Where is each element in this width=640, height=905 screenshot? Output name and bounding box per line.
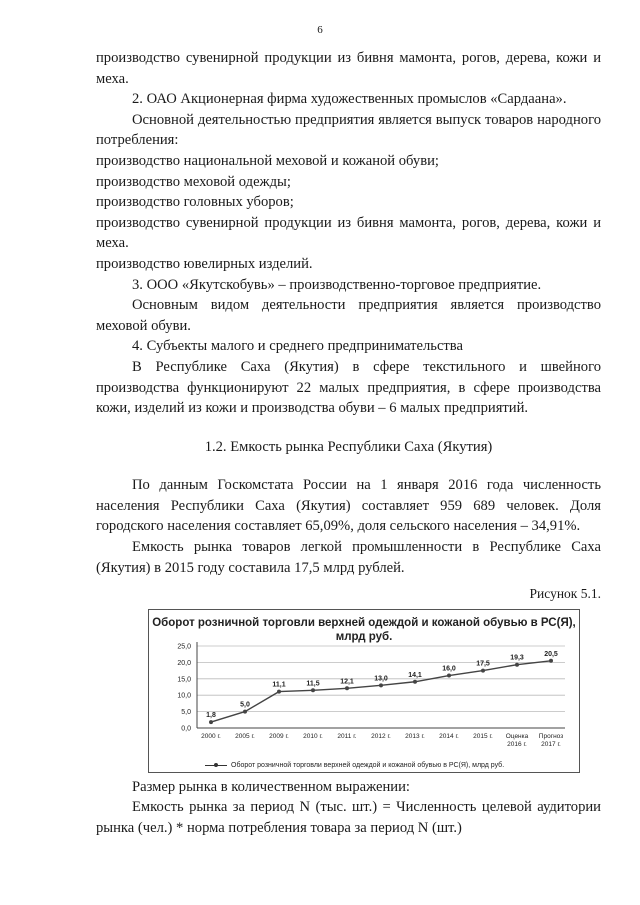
list-item: производство ювелирных изделий. — [96, 255, 313, 272]
data-label: 12,1 — [340, 678, 354, 686]
data-point — [277, 689, 281, 693]
document-body — [96, 48, 601, 839]
x-tick-label: 2014 г. — [439, 732, 459, 740]
legend-line-marker — [205, 765, 227, 766]
x-tick-label: 2009 г. — [269, 732, 289, 740]
list-item: производство меховой одежды; — [96, 173, 291, 190]
y-tick-label: 5,0 — [181, 708, 191, 716]
data-point — [447, 673, 451, 677]
x-tick-label: 2013 г. — [405, 732, 425, 740]
x-tick-label: 2011 г. — [337, 732, 357, 740]
chart-legend — [205, 756, 504, 777]
paragraph: 4. Субъекты малого и среднего предпринимательства — [132, 338, 463, 355]
data-point — [515, 663, 519, 667]
x-tick-label: 2017 г. — [541, 740, 561, 748]
data-label: 11,1 — [272, 681, 286, 689]
data-label: 13,0 — [374, 675, 388, 683]
y-tick-label: 0,0 — [181, 725, 191, 733]
section-heading: 1.2. Емкость рынка Республики Саха (Якутия) — [204, 438, 493, 455]
data-point — [481, 668, 485, 672]
data-label: 11,5 — [306, 680, 320, 688]
y-tick-label: 25,0 — [177, 643, 191, 651]
data-point — [345, 686, 349, 690]
data-label: 20,5 — [544, 650, 558, 658]
data-point — [209, 720, 213, 724]
paragraph: Основным видом деятельности предприятия является производство меховой обуви. — [96, 297, 601, 334]
list-item: производство национальной меховой и кожаной обуви; — [96, 152, 439, 169]
paragraph: производство сувенирной продукции из бивня мамонта, рогов, дерева, кожи и меха. — [96, 50, 601, 87]
data-point — [243, 709, 247, 713]
x-tick-label: Прогноз — [538, 732, 564, 740]
data-point — [311, 688, 315, 692]
data-point — [549, 659, 553, 663]
paragraph: Размер рынка в количественном выражении: — [132, 778, 410, 795]
series-line — [211, 661, 551, 722]
x-tick-label: 2015 г. — [473, 732, 493, 740]
paragraph: 2. ОАО Акционерная фирма художественных промыслов «Сардаана». — [132, 91, 567, 108]
y-tick-label: 10,0 — [177, 692, 191, 700]
list-item: производство сувенирной продукции из бивня мамонта, рогов, дерева, кожи и меха. — [96, 214, 601, 252]
legend-label: Оборот розничной торговли верхней одеждой и кожаной обувью в РС(Я), млрд руб. — [231, 761, 505, 769]
chart — [148, 609, 580, 773]
x-tick-label: 2012 г. — [371, 732, 391, 740]
data-label: 1,8 — [206, 711, 216, 719]
x-tick-label: 2000 г. — [201, 732, 221, 740]
x-tick-label: 2010 г. — [303, 732, 323, 740]
data-label: 19,3 — [510, 654, 524, 662]
paragraph: 3. ООО «Якутскобувь» – производственно-торговое предприятие. — [132, 276, 542, 293]
page-number: 6 — [317, 24, 323, 36]
data-label: 5,0 — [240, 701, 250, 709]
x-tick-label: 2005 г. — [235, 732, 255, 740]
figure-caption: Рисунок 5.1. — [529, 586, 601, 602]
paragraph: Емкость рынка товаров легкой промышленности в Республике Саха (Якутия) в 2015 году составила 17,5 млрд рублей. — [96, 539, 601, 576]
y-tick-label: 15,0 — [177, 676, 191, 684]
data-label: 17,5 — [476, 660, 490, 668]
data-label: 14,1 — [408, 671, 422, 679]
paragraph: Основной деятельностью предприятия является выпуск товаров народного потребления: — [96, 111, 601, 149]
x-tick-label: Оценка — [505, 732, 529, 740]
data-point — [379, 683, 383, 687]
list-item: производство головных уборов; — [96, 194, 294, 211]
chart-title: Оборот розничной торговли верхней одеждой и кожаной обувью в РС(Я), млрд руб. — [152, 616, 576, 643]
data-point — [413, 680, 417, 684]
data-label: 16,0 — [442, 665, 456, 673]
paragraph: По данным Госкомстата России на 1 января 2016 года численность населения Республики Саха (Якутия) составляет 959 689 человек. Доля городского населения составляет 65,09%, доля сельского населения – 34,91%. — [96, 477, 601, 535]
x-tick-label: 2016 г. — [507, 740, 527, 748]
paragraph: В Республике Саха (Якутия) в сфере текстильного и швейного производства функционируют 22 малых предприятия, в сфере производства кожи, изделий из кожи и производства обуви – 6 малых предприятий. — [96, 358, 601, 417]
paragraph: Емкость рынка за период N (тыс. шт.) = Численность целевой аудитории рынка (чел.) * норма потребления товара за период N (шт.) — [96, 799, 601, 837]
chart-plot — [149, 610, 579, 772]
y-tick-label: 20,0 — [177, 659, 191, 667]
